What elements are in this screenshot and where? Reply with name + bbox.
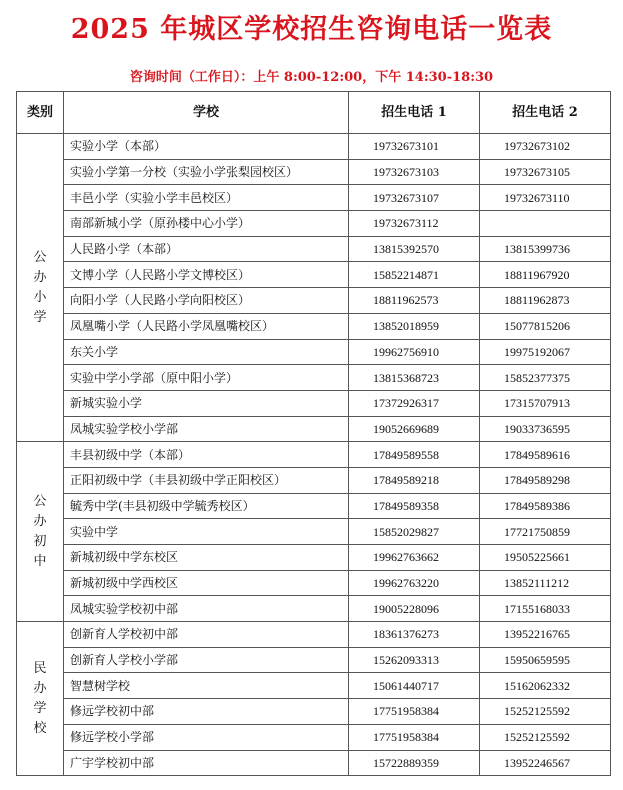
category-label: 民办学校 bbox=[33, 660, 47, 736]
phone1-cell: 18811962573 bbox=[349, 288, 480, 314]
phone2-cell: 17849589616 bbox=[480, 442, 611, 468]
table-row bbox=[17, 545, 611, 571]
category-cell bbox=[17, 442, 64, 622]
table-row bbox=[17, 339, 611, 365]
school-cell: 实验中学 bbox=[64, 519, 349, 545]
school-cell: 凤凰嘴小学（人民路小学凤凰嘴校区） bbox=[64, 313, 349, 339]
school-cell: 东关小学 bbox=[64, 339, 349, 365]
header-school: 学校 bbox=[64, 92, 349, 134]
phone2-cell: 15252125592 bbox=[480, 699, 611, 725]
phone1-cell: 19732673107 bbox=[349, 185, 480, 211]
table-row bbox=[17, 622, 611, 648]
phone1-cell: 19732673112 bbox=[349, 211, 480, 237]
phone1-cell: 19962756910 bbox=[349, 339, 480, 365]
school-cell: 新城实验小学 bbox=[64, 390, 349, 416]
table-row bbox=[17, 467, 611, 493]
school-cell: 丰县初级中学（本部） bbox=[64, 442, 349, 468]
table-header-row bbox=[17, 92, 611, 134]
phone2-cell: 19505225661 bbox=[480, 545, 611, 571]
phone1-cell: 19052669689 bbox=[349, 416, 480, 442]
school-cell: 创新育人学校小学部 bbox=[64, 647, 349, 673]
phone2-cell: 17849589386 bbox=[480, 493, 611, 519]
phone2-cell: 19732673110 bbox=[480, 185, 611, 211]
table-row bbox=[17, 519, 611, 545]
school-cell: 文博小学（人民路小学文博校区） bbox=[64, 262, 349, 288]
table-row bbox=[17, 390, 611, 416]
phone2-cell: 19732673102 bbox=[480, 134, 611, 160]
header-category: 类别 bbox=[17, 92, 64, 134]
phone1-cell: 19732673101 bbox=[349, 134, 480, 160]
school-cell: 实验中学小学部（原中阳小学） bbox=[64, 365, 349, 391]
table-row bbox=[17, 699, 611, 725]
table-row bbox=[17, 647, 611, 673]
phone1-cell: 15852029827 bbox=[349, 519, 480, 545]
phone1-cell: 17751958384 bbox=[349, 699, 480, 725]
phone1-cell: 13852018959 bbox=[349, 313, 480, 339]
consultation-hours: 咨询时间（工作日）：上午 8:00-12:00，下午 14:30-18:30 bbox=[129, 70, 494, 85]
school-cell: 南部新城小学（原孙楼中心小学） bbox=[64, 211, 349, 237]
phone2-cell: 19975192067 bbox=[480, 339, 611, 365]
table-row bbox=[17, 236, 611, 262]
school-cell: 人民路小学（本部） bbox=[64, 236, 349, 262]
school-cell: 广宇学校初中部 bbox=[64, 750, 349, 776]
category-label: 公办小学 bbox=[33, 249, 47, 325]
page-title: 2025 年城区学校招生咨询电话一览表 bbox=[70, 14, 553, 45]
table-row bbox=[17, 596, 611, 622]
table-row bbox=[17, 262, 611, 288]
phone2-cell bbox=[480, 211, 611, 237]
school-cell: 新城初级中学西校区 bbox=[64, 570, 349, 596]
phone2-cell: 19732673105 bbox=[480, 159, 611, 185]
table-row bbox=[17, 493, 611, 519]
phone2-cell: 13852111212 bbox=[480, 570, 611, 596]
table-row bbox=[17, 134, 611, 160]
table-row bbox=[17, 159, 611, 185]
phone1-cell: 19732673103 bbox=[349, 159, 480, 185]
phone2-cell: 17155168033 bbox=[480, 596, 611, 622]
table-row bbox=[17, 365, 611, 391]
phone2-cell: 17849589298 bbox=[480, 467, 611, 493]
school-cell: 向阳小学（人民路小学向阳校区） bbox=[64, 288, 349, 314]
phone2-cell: 15252125592 bbox=[480, 724, 611, 750]
phone1-cell: 17751958384 bbox=[349, 724, 480, 750]
phone2-cell: 13815399736 bbox=[480, 236, 611, 262]
phone1-cell: 15262093313 bbox=[349, 647, 480, 673]
table-row bbox=[17, 570, 611, 596]
table-body bbox=[17, 134, 611, 776]
phone2-cell: 15162062332 bbox=[480, 673, 611, 699]
phone2-cell: 18811962873 bbox=[480, 288, 611, 314]
school-cell: 丰邑小学（实验小学丰邑校区） bbox=[64, 185, 349, 211]
phone1-cell: 15852214871 bbox=[349, 262, 480, 288]
phone1-cell: 15061440717 bbox=[349, 673, 480, 699]
phone1-cell: 19962763662 bbox=[349, 545, 480, 571]
table-row bbox=[17, 416, 611, 442]
school-cell: 实验小学（本部） bbox=[64, 134, 349, 160]
phone1-cell: 13815392570 bbox=[349, 236, 480, 262]
school-cell: 凤城实验学校小学部 bbox=[64, 416, 349, 442]
phone1-cell: 17849589558 bbox=[349, 442, 480, 468]
table-row bbox=[17, 442, 611, 468]
school-cell: 修远学校小学部 bbox=[64, 724, 349, 750]
phone1-cell: 18361376273 bbox=[349, 622, 480, 648]
phone1-cell: 19962763220 bbox=[349, 570, 480, 596]
phone1-cell: 17849589218 bbox=[349, 467, 480, 493]
school-cell: 新城初级中学东校区 bbox=[64, 545, 349, 571]
table-row bbox=[17, 724, 611, 750]
phone2-cell: 15077815206 bbox=[480, 313, 611, 339]
school-cell: 创新育人学校初中部 bbox=[64, 622, 349, 648]
table-row bbox=[17, 750, 611, 776]
phone1-cell: 13815368723 bbox=[349, 365, 480, 391]
school-cell: 智慧树学校 bbox=[64, 673, 349, 699]
phone1-cell: 19005228096 bbox=[349, 596, 480, 622]
category-cell bbox=[17, 134, 64, 442]
table-row bbox=[17, 673, 611, 699]
phone2-cell: 15852377375 bbox=[480, 365, 611, 391]
phone-table bbox=[16, 91, 611, 776]
table-row bbox=[17, 211, 611, 237]
phone1-cell: 17372926317 bbox=[349, 390, 480, 416]
phone2-cell: 15950659595 bbox=[480, 647, 611, 673]
header-phone2: 招生电话 2 bbox=[480, 92, 611, 134]
header-phone1: 招生电话 1 bbox=[349, 92, 480, 134]
table-row bbox=[17, 185, 611, 211]
school-cell: 修远学校初中部 bbox=[64, 699, 349, 725]
school-cell: 正阳初级中学（丰县初级中学正阳校区） bbox=[64, 467, 349, 493]
phone1-cell: 17849589358 bbox=[349, 493, 480, 519]
phone2-cell: 19033736595 bbox=[480, 416, 611, 442]
phone1-cell: 15722889359 bbox=[349, 750, 480, 776]
phone2-cell: 13952246567 bbox=[480, 750, 611, 776]
category-label: 公办初中 bbox=[33, 493, 47, 569]
school-cell: 实验小学第一分校（实验小学张梨园校区） bbox=[64, 159, 349, 185]
table-row bbox=[17, 288, 611, 314]
phone2-cell: 17315707913 bbox=[480, 390, 611, 416]
category-cell bbox=[17, 622, 64, 776]
school-cell: 凤城实验学校初中部 bbox=[64, 596, 349, 622]
phone2-cell: 17721750859 bbox=[480, 519, 611, 545]
school-cell: 毓秀中学(丰县初级中学毓秀校区） bbox=[64, 493, 349, 519]
table-row bbox=[17, 313, 611, 339]
phone2-cell: 18811967920 bbox=[480, 262, 611, 288]
phone2-cell: 13952216765 bbox=[480, 622, 611, 648]
